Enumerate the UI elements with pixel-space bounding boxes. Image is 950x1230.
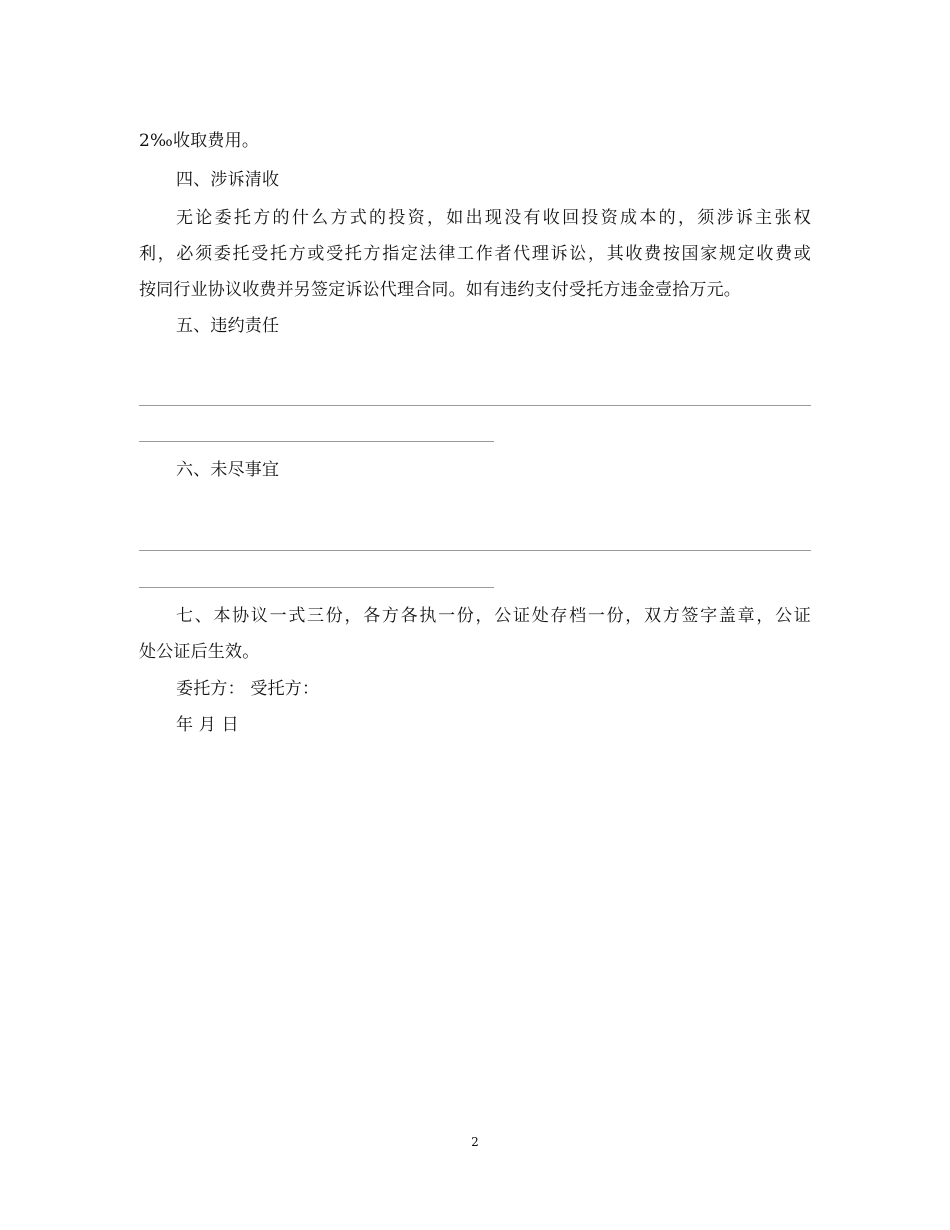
- paragraph-line-copies-2: 处公证后生效。: [139, 642, 260, 662]
- blank-fill-line: [139, 405, 811, 406]
- blank-fill-line: [139, 550, 811, 551]
- signature-date: 年 月 日: [176, 715, 239, 735]
- paragraph-line-litigation-2: 利，必须委托受托方或受托方指定法律工作者代理诉讼，其收费按国家规定收费或: [139, 244, 811, 264]
- blank-fill-line: [139, 441, 494, 442]
- signature-parties: 委托方： 受托方：: [176, 679, 320, 699]
- page-number: 2: [471, 1135, 479, 1149]
- paragraph-line-litigation-3: 按同行业协议收费并另签定诉讼代理合同。如有违约支付受托方违金壹拾万元。: [139, 280, 741, 300]
- section-heading-breach: 五、违约责任: [176, 316, 280, 336]
- paragraph-line-fee-continuation: 2‰收取费用。: [139, 131, 260, 151]
- paragraph-line-litigation-1: 无论委托方的什么方式的投资，如出现没有收回投资成本的，须涉诉主张权: [176, 208, 811, 228]
- section-heading-other-matters: 六、未尽事宜: [176, 460, 280, 480]
- blank-fill-line: [139, 587, 494, 588]
- section-heading-litigation: 四、涉诉清收: [176, 170, 280, 190]
- paragraph-line-copies-1: 七、本协议一式三份，各方各执一份，公证处存档一份，双方签字盖章，公证: [176, 606, 811, 626]
